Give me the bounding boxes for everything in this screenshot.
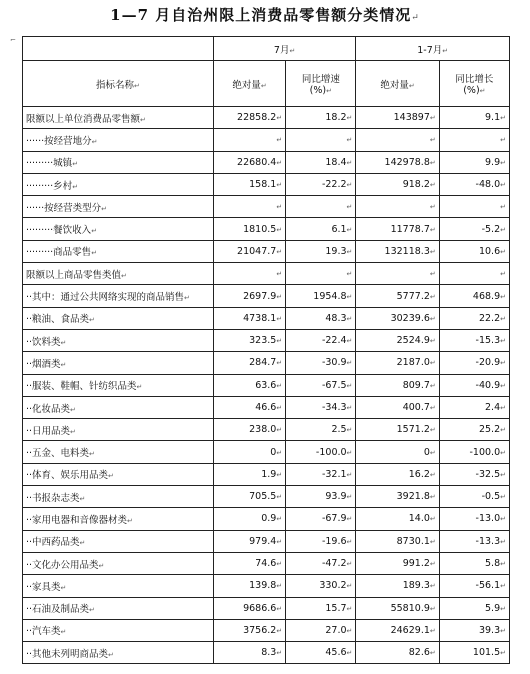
row-month-abs-cell: ↵ [213, 196, 285, 218]
row-month-abs-cell: 9686.6↵ [213, 597, 285, 619]
row-ytd-abs-cell: 189.3↵ [356, 575, 439, 597]
row-ytd-abs-cell: 14.0↵ [356, 508, 439, 530]
row-month-abs-cell: 284.7↵ [213, 352, 285, 374]
retail-stats-table [22, 36, 510, 664]
row-ytd-abs-cell: 55810.9↵ [356, 597, 439, 619]
table-row [23, 218, 510, 240]
row-ytd-abs-cell: 1571.2↵ [356, 419, 439, 441]
row-name-cell: ··烟酒类↵ [23, 352, 214, 374]
row-month-pct-cell: 27.0↵ [286, 619, 356, 641]
row-month-abs-cell: ↵ [213, 129, 285, 151]
row-ytd-abs-cell: ↵ [356, 263, 439, 285]
header-ytd: 1-7月↵ [356, 37, 510, 61]
table-row [23, 575, 510, 597]
row-ytd-pct-cell: -13.3↵ [439, 530, 509, 552]
row-ytd-pct-cell: 10.6↵ [439, 240, 509, 262]
row-ytd-pct-cell: -100.0↵ [439, 441, 509, 463]
row-month-pct-cell: 2.5↵ [286, 419, 356, 441]
row-ytd-pct-cell: 2.4↵ [439, 396, 509, 418]
row-name-cell: 限额以上商品零售类值↵ [23, 263, 214, 285]
row-name-cell: ··文化办公用品类↵ [23, 552, 214, 574]
row-name-cell: ··饮料类↵ [23, 329, 214, 351]
row-month-pct-cell: -30.9↵ [286, 352, 356, 374]
table-body [23, 107, 510, 664]
row-month-abs-cell: 4738.1↵ [213, 307, 285, 329]
table-row [23, 441, 510, 463]
row-month-abs-cell: 46.6↵ [213, 396, 285, 418]
row-month-pct-cell: 1954.8↵ [286, 285, 356, 307]
row-name-cell: ··粮油、食品类↵ [23, 307, 214, 329]
row-ytd-abs-cell: ↵ [356, 129, 439, 151]
row-ytd-pct-cell: ↵ [439, 129, 509, 151]
row-month-abs-cell: 8.3↵ [213, 642, 285, 664]
row-ytd-pct-cell: -56.1↵ [439, 575, 509, 597]
row-ytd-pct-cell: -0.5↵ [439, 486, 509, 508]
table-row [23, 486, 510, 508]
row-ytd-abs-cell: 11778.7↵ [356, 218, 439, 240]
row-month-abs-cell: 22680.4↵ [213, 151, 285, 173]
row-name-cell: 限额以上单位消费品零售额↵ [23, 107, 214, 129]
row-ytd-pct-cell: 468.9↵ [439, 285, 509, 307]
row-name-cell: ··其他未列明商品类↵ [23, 642, 214, 664]
table-row [23, 508, 510, 530]
row-ytd-abs-cell: 3921.8↵ [356, 486, 439, 508]
row-ytd-abs-cell: 16.2↵ [356, 463, 439, 485]
table-row [23, 597, 510, 619]
row-month-pct-cell: -47.2↵ [286, 552, 356, 574]
row-ytd-abs-cell: 5777.2↵ [356, 285, 439, 307]
table-row [23, 285, 510, 307]
row-month-pct-cell: -67.5↵ [286, 374, 356, 396]
row-month-pct-cell: 18.4↵ [286, 151, 356, 173]
row-name-cell: ·········乡村↵ [23, 173, 214, 195]
row-ytd-abs-cell: 918.2↵ [356, 173, 439, 195]
row-month-pct-cell: 48.3↵ [286, 307, 356, 329]
row-name-cell: ··家具类↵ [23, 575, 214, 597]
row-ytd-abs-cell: 142978.8↵ [356, 151, 439, 173]
row-ytd-abs-cell: 400.7↵ [356, 396, 439, 418]
row-ytd-pct-cell: 39.3↵ [439, 619, 509, 641]
table-row [23, 240, 510, 262]
page-title [0, 4, 530, 25]
row-month-abs-cell: 2697.9↵ [213, 285, 285, 307]
row-month-abs-cell: 705.5↵ [213, 486, 285, 508]
row-month-abs-cell: 323.5↵ [213, 329, 285, 351]
table-row [23, 307, 510, 329]
header-ytd-abs: 绝对量↵ [356, 61, 439, 107]
row-month-abs-cell: 139.8↵ [213, 575, 285, 597]
row-ytd-abs-cell: 8730.1↵ [356, 530, 439, 552]
row-name-cell: ··中西药品类↵ [23, 530, 214, 552]
row-month-abs-cell: 1.9↵ [213, 463, 285, 485]
row-ytd-abs-cell: 2524.9↵ [356, 329, 439, 351]
row-ytd-abs-cell: 143897↵ [356, 107, 439, 129]
row-ytd-abs-cell: 0↵ [356, 441, 439, 463]
row-month-pct-cell: -19.6↵ [286, 530, 356, 552]
row-ytd-abs-cell: 2187.0↵ [356, 352, 439, 374]
row-month-pct-cell: 93.9↵ [286, 486, 356, 508]
row-ytd-pct-cell: 25.2↵ [439, 419, 509, 441]
table-row [23, 396, 510, 418]
row-month-abs-cell: 74.6↵ [213, 552, 285, 574]
row-name-cell: ··五金、电料类↵ [23, 441, 214, 463]
row-name-cell: ··服装、鞋帽、针纺织品类↵ [23, 374, 214, 396]
row-month-pct-cell: 45.6↵ [286, 642, 356, 664]
row-name-cell: ··家用电器和音像器材类↵ [23, 508, 214, 530]
row-name-cell: ·········商品零售↵ [23, 240, 214, 262]
row-month-pct-cell: 15.7↵ [286, 597, 356, 619]
row-ytd-pct-cell: -15.3↵ [439, 329, 509, 351]
row-ytd-pct-cell: 5.8↵ [439, 552, 509, 574]
row-month-pct-cell: 330.2↵ [286, 575, 356, 597]
row-ytd-abs-cell: 24629.1↵ [356, 619, 439, 641]
table-row [23, 329, 510, 351]
row-name-cell: ··化妆品类↵ [23, 396, 214, 418]
row-ytd-pct-cell: -5.2↵ [439, 218, 509, 240]
table-row [23, 552, 510, 574]
row-month-abs-cell: 158.1↵ [213, 173, 285, 195]
row-month-abs-cell: 22858.2↵ [213, 107, 285, 129]
row-name-cell: ······按经营地分↵ [23, 129, 214, 151]
title-text: 1—7 月自治州限上消费品零售额分类情况 [110, 6, 412, 24]
paragraph-mark: ↵ [411, 13, 420, 23]
row-ytd-pct-cell: -13.0↵ [439, 508, 509, 530]
row-name-cell: ··石油及制品类↵ [23, 597, 214, 619]
row-ytd-pct-cell: ↵ [439, 263, 509, 285]
table-corner-mark: ⌐ [10, 36, 16, 44]
row-month-abs-cell: 0.9↵ [213, 508, 285, 530]
row-month-abs-cell: 0↵ [213, 441, 285, 463]
row-ytd-pct-cell: 5.9↵ [439, 597, 509, 619]
table-row [23, 129, 510, 151]
row-name-cell: ··汽车类↵ [23, 619, 214, 641]
header-ytd-pct: 同比增长 (%)↵ [439, 61, 509, 107]
table-row [23, 352, 510, 374]
row-month-pct-cell: ↵ [286, 129, 356, 151]
row-month-pct-cell: ↵ [286, 196, 356, 218]
row-ytd-pct-cell: -48.0↵ [439, 173, 509, 195]
row-ytd-abs-cell: 30239.6↵ [356, 307, 439, 329]
row-ytd-abs-cell: 991.2↵ [356, 552, 439, 574]
table-row [23, 374, 510, 396]
row-ytd-abs-cell: 809.7↵ [356, 374, 439, 396]
row-ytd-pct-cell: 9.1↵ [439, 107, 509, 129]
row-month-pct-cell: ↵ [286, 263, 356, 285]
row-ytd-pct-cell: -20.9↵ [439, 352, 509, 374]
row-month-pct-cell: 6.1↵ [286, 218, 356, 240]
table-row [23, 530, 510, 552]
row-name-cell: ··体育、娱乐用品类↵ [23, 463, 214, 485]
row-month-abs-cell: 979.4↵ [213, 530, 285, 552]
table-row [23, 463, 510, 485]
row-month-pct-cell: -32.1↵ [286, 463, 356, 485]
table-row [23, 196, 510, 218]
row-month-pct-cell: -34.3↵ [286, 396, 356, 418]
header-indicator-name: 指标名称↵ [23, 61, 214, 107]
row-name-cell: ··其中：通过公共网络实现的商品销售↵ [23, 285, 214, 307]
row-ytd-pct-cell: -32.5↵ [439, 463, 509, 485]
row-ytd-abs-cell: 82.6↵ [356, 642, 439, 664]
row-month-abs-cell: 1810.5↵ [213, 218, 285, 240]
row-month-abs-cell: 238.0↵ [213, 419, 285, 441]
header-blank-cell [23, 37, 214, 61]
row-name-cell: ·········城镇↵ [23, 151, 214, 173]
header-month: 7月↵ [213, 37, 356, 61]
row-ytd-abs-cell: ↵ [356, 196, 439, 218]
table-row [23, 619, 510, 641]
table-row [23, 151, 510, 173]
row-name-cell: ··日用品类↵ [23, 419, 214, 441]
table-row [23, 642, 510, 664]
table-row [23, 173, 510, 195]
header-month-pct: 同比增速 (%)↵ [286, 61, 356, 107]
row-name-cell: ······按经营类型分↵ [23, 196, 214, 218]
row-ytd-pct-cell: ↵ [439, 196, 509, 218]
row-ytd-pct-cell: 22.2↵ [439, 307, 509, 329]
row-month-abs-cell: 21047.7↵ [213, 240, 285, 262]
row-ytd-abs-cell: 132118.3↵ [356, 240, 439, 262]
row-month-pct-cell: 19.3↵ [286, 240, 356, 262]
row-month-abs-cell: ↵ [213, 263, 285, 285]
table-row [23, 263, 510, 285]
row-ytd-pct-cell: 9.9↵ [439, 151, 509, 173]
table-row [23, 419, 510, 441]
row-month-pct-cell: 18.2↵ [286, 107, 356, 129]
row-ytd-pct-cell: -40.9↵ [439, 374, 509, 396]
row-month-abs-cell: 63.6↵ [213, 374, 285, 396]
table-row [23, 107, 510, 129]
header-month-abs: 绝对量↵ [213, 61, 285, 107]
row-month-pct-cell: -100.0↵ [286, 441, 356, 463]
row-month-pct-cell: -67.9↵ [286, 508, 356, 530]
row-month-abs-cell: 3756.2↵ [213, 619, 285, 641]
row-ytd-pct-cell: 101.5↵ [439, 642, 509, 664]
row-name-cell: ··书报杂志类↵ [23, 486, 214, 508]
row-month-pct-cell: -22.4↵ [286, 329, 356, 351]
row-month-pct-cell: -22.2↵ [286, 173, 356, 195]
row-name-cell: ·········餐饮收入↵ [23, 218, 214, 240]
